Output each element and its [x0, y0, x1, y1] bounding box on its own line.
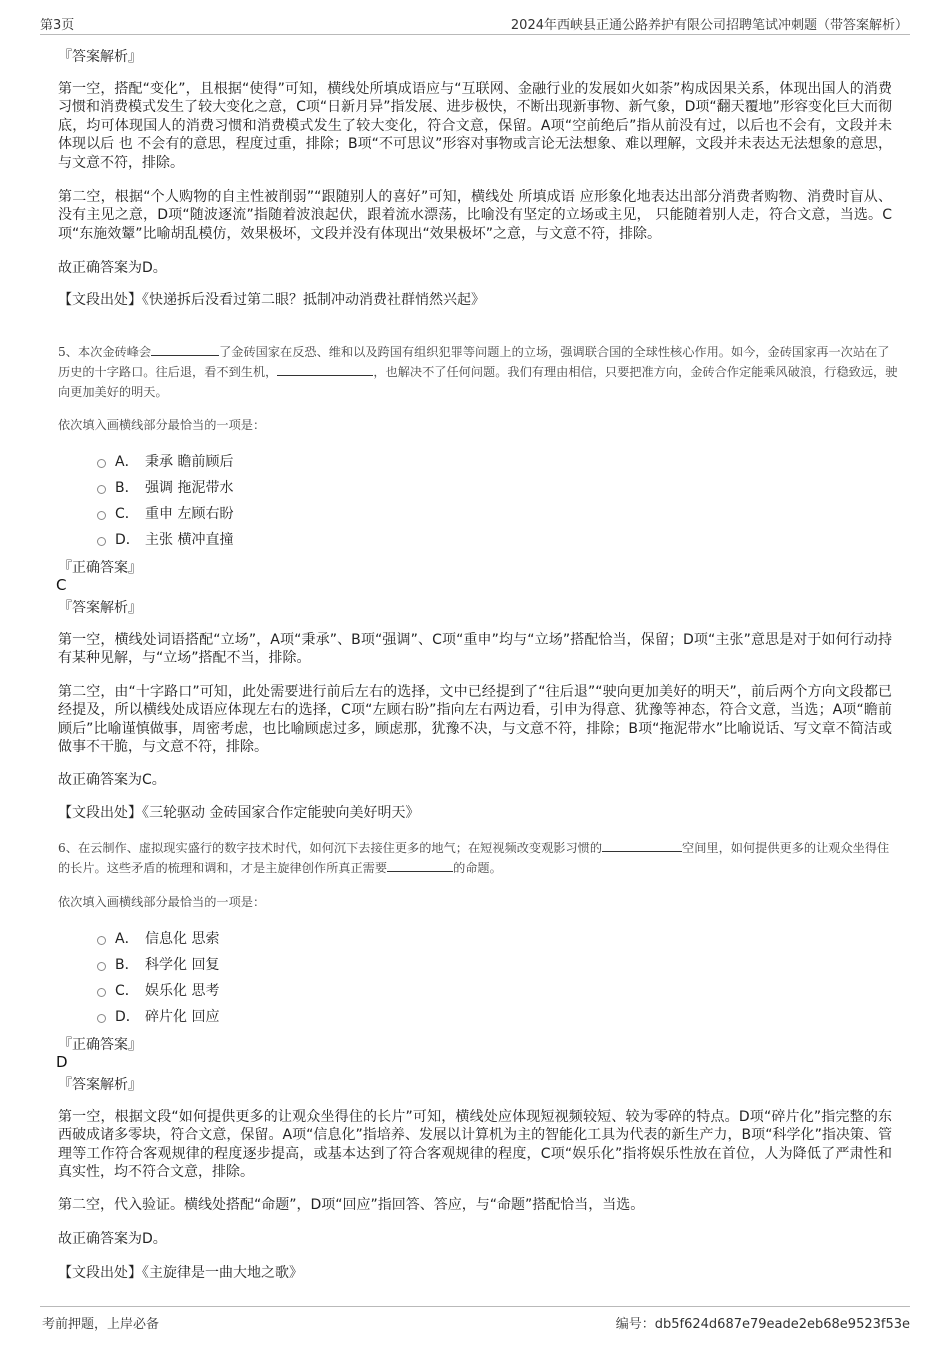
option-text: 秉承 瞻前顾后: [145, 454, 234, 470]
q6-blank-1: [602, 839, 682, 852]
q6-blank-2: [387, 859, 453, 872]
document-title: 2024年西峡县正通公路养护有限公司招聘笔试冲刺题（带答案解析）: [510, 18, 908, 33]
q6-analysis-paragraph-2: 第二空，代入验证。横线处搭配“命题”，D项“回应”指回答、答应，与“命题”搭配恰当，当选。: [58, 1197, 645, 1213]
q5-stem-part-c: ，也解决不了任何问题。我们有理由相信，只要把准方向，金砖合作定能乘风破浪，行稳致远，驶向更加美好的明天。: [58, 365, 898, 399]
q5-analysis-label: 『答案解析』: [58, 600, 142, 616]
q6-option-a[interactable]: [97, 927, 219, 949]
q4-analysis-label: 『答案解析』: [58, 49, 142, 65]
q6-stem-part-a: 6、在云制作、虚拟现实盛行的数字技术时代，如何沉下去接住更多的地气；在短视频改变观影习惯的: [58, 841, 603, 855]
q6-option-c[interactable]: [97, 979, 219, 1001]
option-text: 信息化 思索: [145, 931, 220, 947]
radio-icon[interactable]: [97, 936, 106, 945]
q6-option-d[interactable]: [97, 1005, 219, 1027]
option-text: 重申 左顾右盼: [145, 506, 234, 522]
radio-icon[interactable]: [97, 988, 106, 997]
q4-analysis-paragraph-2: 第二空，根据“个人购物的自主性被削弱”“跟随别人的喜好”可知，横线处 所填成语 应形象化地表达出部分消费者购物、消费时盲从、没有主见之意，D项“随波逐流”指随着波浪起伏，跟着流水漂荡，比喻没有坚定的立场或主见， 只能随着别人走，符合文意，当选。C项“东施效颦”比喻胡乱模仿，效果极坏，文段并没有体现出“效果极坏”之意，与文意不符，排除。: [58, 189, 892, 242]
option-letter: D．: [115, 532, 140, 548]
document-code-value: db5f624d687e79eade2eb68e9523f53e: [654, 1317, 910, 1332]
q5-answer: C: [56, 576, 67, 594]
document-code: [616, 1313, 910, 1332]
q6-prompt: 依次填入画横线部分最恰当的一项是：: [58, 895, 266, 909]
q6-stem-part-b: 空间里，如何提供更多的让观众坐得住的长片。这些矛盾的梳理和调和，才是主旋律创作所真正需要: [58, 841, 890, 875]
radio-icon[interactable]: [97, 962, 106, 971]
option-letter: D．: [115, 1009, 140, 1025]
option-text: 碎片化 回应: [145, 1009, 220, 1025]
header-divider: [40, 34, 910, 35]
page-number: 第3页: [40, 18, 75, 33]
option-letter: A．: [115, 931, 139, 947]
q4-analysis-paragraph-1: 第一空，搭配“变化”，且根据“使得”可知，横线处所填成语应与“互联网、金融行业的发展如火如荼”构成因果关系，体现出国人的消费习惯和消费模式发生了较大变化之意，C项“日新月异”指发展、进步极快，不断出现新事物、新气象，D项“翻天覆地”形容变化巨大而彻底，均可体现国人的消费习惯和消费模式发生了较大变化，符合文意，保留。A项“空前绝后”指从前没有过，以后也不会有，文段并未体现以后 也 不会有的意思，程度过重，排除；B项“不可思议”形容对事物或言论无法想象、难以理解，文段并未表达无法想象的意思，与文意不符，排除。: [58, 81, 892, 171]
q5-stem: [58, 342, 898, 402]
q5-blank-2: [277, 363, 373, 376]
q5-option-b[interactable]: [97, 476, 233, 498]
q6-answer: D: [56, 1053, 68, 1071]
footer-divider: [40, 1306, 910, 1307]
q6-analysis-label: 『答案解析』: [58, 1077, 142, 1093]
radio-icon[interactable]: [97, 537, 106, 546]
q5-source: 【文段出处】《三轮驱动 金砖国家合作定能驶向美好明天》: [58, 805, 420, 821]
q5-analysis-paragraph-1: 第一空，横线处词语搭配“立场”，A项“秉承”、B项“强调”、C项“重申”均与“立场”搭配恰当，保留；D项“主张”意思是对于如何行动持有某种见解，与“立场”搭配不当，排除。: [58, 632, 892, 667]
option-text: 科学化 回复: [145, 957, 220, 973]
document-code-label: 编号：: [615, 1317, 655, 1332]
q6-conclusion: 故正确答案为D。: [58, 1231, 167, 1247]
option-letter: C．: [115, 983, 139, 999]
option-letter: C．: [115, 506, 139, 522]
q5-prompt: 依次填入画横线部分最恰当的一项是：: [58, 418, 266, 432]
option-text: 强调 拖泥带水: [145, 480, 234, 496]
radio-icon[interactable]: [97, 485, 106, 494]
q6-option-b[interactable]: [97, 953, 219, 975]
q5-blank-1: [151, 343, 219, 356]
q6-source: 【文段出处】《主旋律是一曲大地之歌》: [58, 1265, 303, 1281]
q4-conclusion: 故正确答案为D。: [58, 260, 167, 276]
q6-analysis-paragraph-1: 第一空，根据文段“如何提供更多的让观众坐得住的长片”可知，横线处应体现短视频较短、较为零碎的特点。D项“碎片化”指完整的东西破成诸多零块，符合文意，保留。A项“信息化”指培养、发展以计算机为主的智能化工具为代表的新生产力，B项“科学化”指决策、管理等工作符合客观规律的程度逐步提高，或基本达到了符合客观规律的程度，C项“娱乐化”指将娱乐性放在首位，人为降低了严肃性和真实性，均不符合文意，排除。: [58, 1109, 892, 1181]
option-text: 娱乐化 思考: [145, 983, 220, 999]
option-letter: B．: [115, 957, 139, 973]
q6-answer-label: 『正确答案』: [58, 1037, 142, 1053]
option-letter: A．: [115, 454, 139, 470]
radio-icon[interactable]: [97, 459, 106, 468]
q5-option-c[interactable]: [97, 502, 233, 524]
footer-slogan: 考前押题，上岸必备: [42, 1317, 160, 1332]
q4-source: 【文段出处】《快递拆后没看过第二眼？抵制冲动消费社群悄然兴起》: [58, 292, 485, 308]
radio-icon[interactable]: [97, 1014, 106, 1023]
option-letter: B．: [115, 480, 139, 496]
q6-stem: [58, 838, 898, 878]
q5-conclusion: 故正确答案为C。: [58, 772, 166, 788]
q5-analysis-paragraph-2: 第二空，由“十字路口”可知，此处需要进行前后左右的选择，文中已经提到了“往后退”“驶向更加美好的明天”，前后两个方向文段都已经提及，所以横线处成语应体现左右的选择，C项“左顾右盼”指向左右两边看，引申为得意、犹豫等神态，符合文意，当选；A项“瞻前顾后”比喻谨慎做事，周密考虑，也比喻顾虑过多，顾虑那，犹豫不决，与文意不符，排除；B项“拖泥带水”比喻说话、写文章不简洁或做事不干脆，与文意不符，排除。: [58, 684, 892, 756]
q6-stem-part-c: 的命题。: [453, 861, 502, 875]
q5-stem-part-a: 5、本次金砖峰会: [58, 345, 152, 359]
option-text: 主张 横冲直撞: [145, 532, 234, 548]
radio-icon[interactable]: [97, 511, 106, 520]
q5-option-a[interactable]: [97, 450, 233, 472]
q5-stem-part-b: 了金砖国家在反恐、维和以及跨国有组织犯罪等问题上的立场，强调联合国的全球性核心作用。如今，金砖国家再一次站在了历史的十字路口。往后退，看不到生机，: [58, 345, 890, 379]
q5-option-d[interactable]: [97, 528, 233, 550]
q5-answer-label: 『正确答案』: [58, 560, 142, 576]
